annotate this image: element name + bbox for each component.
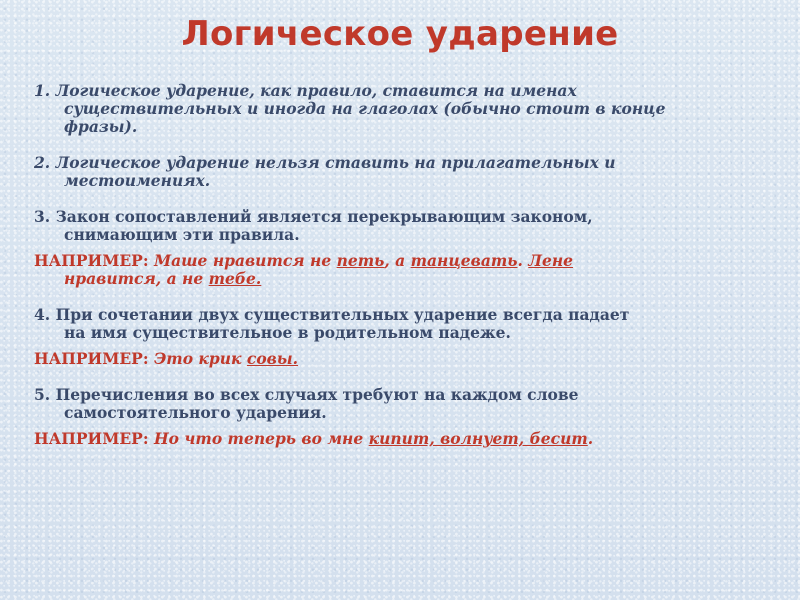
rule-1-line-3: фразы). (64, 117, 138, 136)
example-5-text-1: Но что теперь во мне (148, 429, 369, 448)
rule-5-number: 5. (34, 385, 51, 404)
rule-4-line-2: на имя существительное в родительном падеже. (64, 323, 511, 342)
example-3-label: НАПРИМЕР: (34, 251, 149, 270)
slide-body (34, 82, 774, 448)
example-3-text-1: Маше нравится не (148, 251, 337, 270)
rule-4-line-1: При сочетании двух существительных ударение всегда падает (55, 305, 630, 324)
rule-5 (34, 386, 774, 422)
example-3-underlined-4: тебе. (208, 269, 262, 288)
example-5-underlined-1: кипит, волнует, бесит (368, 429, 588, 448)
rule-2-line-1: Логическое ударение нельзя ставить на прилагательных и (55, 153, 616, 172)
slide-title: Логическое ударение (181, 14, 619, 54)
rule-4-number: 4. (34, 305, 51, 324)
rule-1 (34, 82, 774, 136)
example-5-text-2: . (587, 429, 594, 448)
rule-1-line-1: Логическое ударение, как правило, ставится на именах (55, 81, 577, 100)
example-3-underlined-3: Лене (528, 251, 574, 270)
example-4-label: НАПРИМЕР: (34, 349, 149, 368)
rule-3 (34, 208, 774, 244)
example-3-underlined-2: танцевать (410, 251, 518, 270)
example-4-underlined-1: совы. (246, 349, 299, 368)
rule-3-number: 3. (34, 207, 51, 226)
example-5-label: НАПРИМЕР: (34, 429, 149, 448)
example-5 (34, 430, 774, 448)
example-3-text-3: . (517, 251, 529, 270)
rule-3-line-1: Закон сопоставлений является перекрывающим законом, (55, 207, 593, 226)
example-4 (34, 350, 774, 368)
example-3-text-4: нравится, а не (64, 269, 209, 288)
rule-5-line-2: самостоятельного ударения. (64, 403, 327, 422)
example-3 (34, 252, 774, 288)
rule-3-line-2: снимающим эти правила. (64, 225, 300, 244)
rule-4 (34, 306, 774, 342)
example-3-underlined-1: петь (336, 251, 385, 270)
rule-2-number: 2. (34, 153, 51, 172)
example-4-text-1: Это крик (148, 349, 247, 368)
rule-5-line-1: Перечисления во всех случаях требуют на каждом слове (55, 385, 579, 404)
example-3-line-2 (34, 270, 774, 288)
rule-1-line-2: существительных и иногда на глаголах (обычно стоит в конце (64, 99, 666, 118)
rule-2-line-2: местоимениях. (64, 171, 211, 190)
rule-1-number: 1. (34, 81, 51, 100)
rule-2 (34, 154, 774, 190)
example-3-text-2: , а (384, 251, 411, 270)
